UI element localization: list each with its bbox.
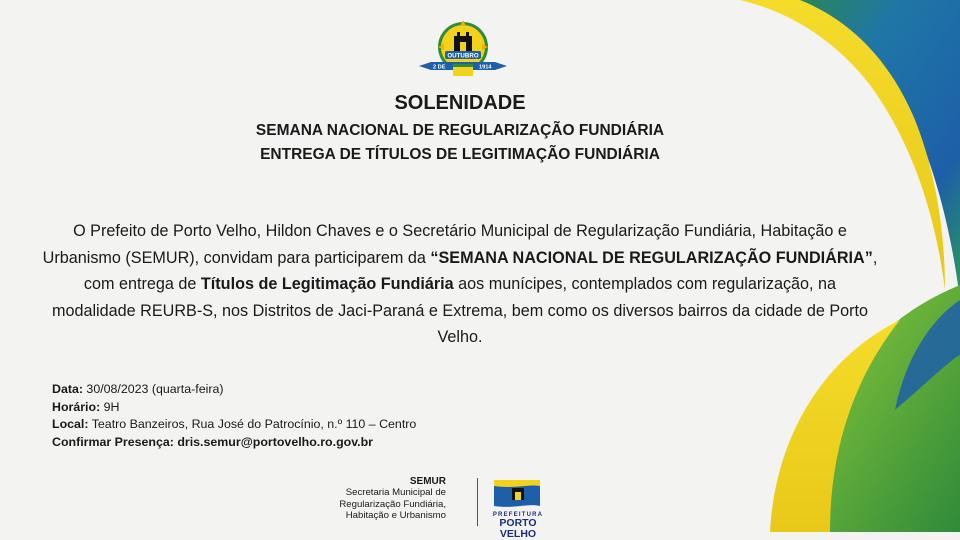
place-label: Local:	[52, 417, 89, 432]
semur-line3: Habitação e Urbanismo	[345, 510, 446, 522]
semur-line1: Secretaria Municipal de	[345, 487, 446, 499]
event-details	[52, 381, 416, 451]
place-value: Teatro Banzeiros, Rua José do Patrocínio, n.º 110 – Centro	[88, 417, 417, 432]
semur-line2: Regularização Fundiária,	[339, 498, 446, 510]
prefeitura-label: PREFEITURA	[492, 512, 544, 518]
invitation-part3: aos munícipes, contemplados com regularização, na modalidade REURB-S, nos Distritos de Jaci-Paraná e Extrema, bem como os diversos bairros da cidade de Porto Velho.	[51, 275, 869, 346]
semur-title: SEMUR	[409, 476, 446, 487]
detail-date	[52, 381, 416, 399]
invitation-event-highlight: “SEMANA NACIONAL DE REGULARIZAÇÃO FUNDIÁRIA”	[430, 248, 873, 267]
event-name: SEMANA NACIONAL DE REGULARIZAÇÃO FUNDIÁRIA	[255, 122, 665, 139]
emblem-day: 2 DE	[433, 64, 446, 71]
detail-rsvp	[52, 434, 416, 452]
event-subtitle: ENTREGA DE TÍTULOS DE LEGITIMAÇÃO FUNDIÁRIA	[260, 146, 660, 163]
time-label: Horário:	[52, 399, 101, 414]
date-value: 30/08/2023 (quarta-feira)	[82, 382, 224, 396]
emblem-year: 1914	[479, 64, 492, 71]
invitation-part1: O Prefeito de Porto Velho, Hildon Chaves e o Secretário Municipal de Regularização Fundiária, Habitação e Urbanismo (SEMUR), convidam para participarem da	[42, 222, 847, 267]
semur-logo-text	[286, 476, 446, 522]
invitation-titles-highlight: Títulos de Legitimação Fundiária	[200, 275, 454, 293]
emblem-month: OUTUBRO	[447, 52, 479, 60]
invitation-part2: , com entrega de	[83, 248, 878, 293]
invitation-text	[40, 218, 880, 351]
date-label: Data:	[52, 382, 83, 396]
page-title: SOLENIDADE	[394, 92, 526, 114]
rsvp-label: Confirmar Presença:	[52, 434, 174, 449]
porto-velho-label: PORTO VELHO	[499, 517, 537, 540]
detail-time	[52, 399, 416, 417]
time-value: 9H	[100, 399, 120, 414]
detail-place	[52, 416, 416, 434]
footer-logos	[339, 476, 560, 540]
rsvp-email: dris.semur@portovelho.ro.gov.br	[173, 434, 374, 449]
prefeitura-logo-text	[480, 512, 556, 540]
city-seal-emblem	[417, 20, 509, 82]
footer-divider	[477, 478, 478, 526]
